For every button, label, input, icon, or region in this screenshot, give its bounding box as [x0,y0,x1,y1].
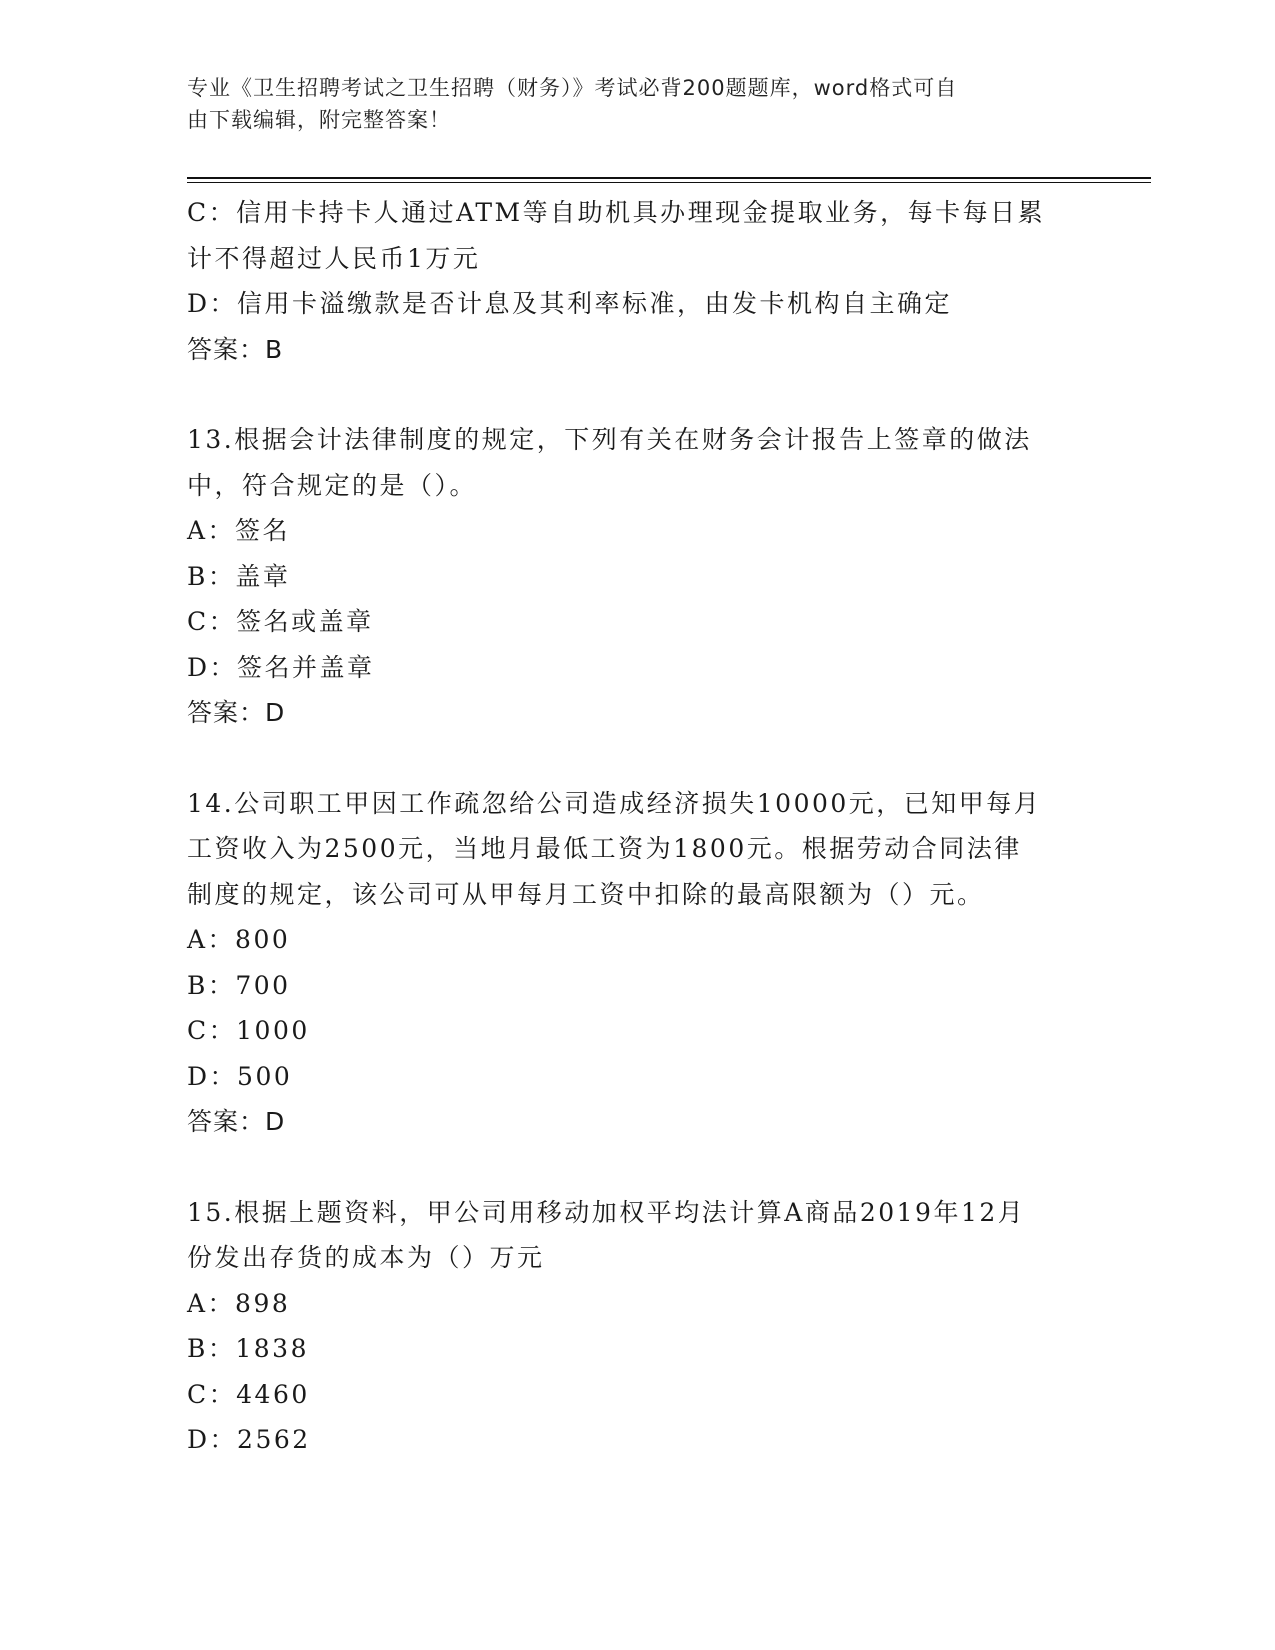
question-stem: 份发出存货的成本为（）万元 [187,1243,545,1272]
answer: 答案：B [187,334,284,364]
header-divider-thick [187,177,1151,179]
question-stem: 制度的规定，该公司可从甲每月工资中扣除的最高限额为（）元。 [187,879,985,909]
option-d: D：500 [187,1061,293,1091]
previous-question-tail [187,190,1087,372]
header-divider-thin [187,182,1151,183]
option-d: D：信用卡溢缴款是否计息及其利率标准，由发卡机构自主确定 [187,289,953,318]
option-c: C：1000 [187,1016,310,1045]
question-stem: 工资收入为2500元，当地月最低工资为1800元。根据劳动合同法律 [187,834,1022,863]
question-13 [187,417,1087,736]
option-c-continued: 计不得超过人民币1万元 [187,243,481,273]
document-header [187,72,1067,136]
option-b: B：700 [187,970,291,1000]
header-line: 专业《卫生招聘考试之卫生招聘（财务）》考试必背200题题库，word格式可自 [187,76,958,100]
question-15 [187,1190,1087,1463]
answer: 答案：D [187,698,286,727]
header-line: 由下载编辑，附完整答案！ [187,108,451,132]
option-c: C：信用卡持卡人通过ATM等自助机具办理现金提取业务，每卡每日累 [187,198,1046,227]
option-a: A：898 [187,1288,291,1318]
option-c: C：签名或盖章 [187,607,374,636]
question-stem: 13.根据会计法律制度的规定，下列有关在财务会计报告上签章的做法 [187,425,1032,454]
document-body [187,190,1087,1463]
option-a: A：800 [187,925,291,954]
option-d: D：签名并盖章 [187,652,375,682]
answer: 答案：D [187,1107,286,1136]
question-stem: 中，符合规定的是（）。 [187,470,478,500]
question-stem: 15.根据上题资料，甲公司用移动加权平均法计算A商品2019年12月 [187,1197,1026,1227]
question-14 [187,781,1087,1145]
option-a: A：签名 [187,516,291,545]
question-stem: 14.公司职工甲因工作疏忽给公司造成经济损失10000元，已知甲每月 [187,788,1042,818]
option-c: C：4460 [187,1379,310,1409]
option-d: D：2562 [187,1425,311,1454]
option-b: B：盖章 [187,561,291,591]
option-b: B：1838 [187,1334,309,1363]
